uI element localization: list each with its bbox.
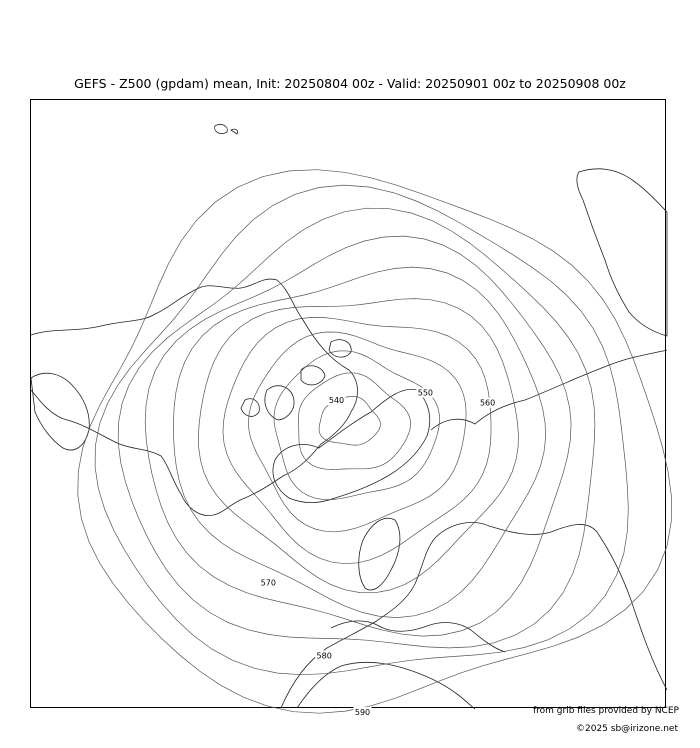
contour-label-580: 580: [316, 651, 332, 661]
coastline-eurasia: [281, 522, 667, 708]
coastline-alaska: [31, 373, 89, 450]
contour-555: [248, 332, 466, 532]
contour-590: [78, 170, 672, 714]
coastline-islands-north-pacific: [215, 124, 238, 134]
contour-label-590: 590: [354, 707, 371, 717]
contour-565: [198, 299, 518, 593]
contour-label-540: 540: [328, 396, 345, 406]
contour-570: [174, 267, 546, 617]
contour-575: [145, 236, 571, 636]
contour-585: [95, 185, 628, 675]
contour-label-550: 550: [417, 388, 434, 398]
contour-580: [118, 208, 595, 648]
coastline-east-asia: [577, 169, 667, 336]
copyright-credit: ©2025 sb@irizone.net: [576, 724, 678, 734]
coastline-siberia: [431, 350, 667, 430]
coastline-mediterranean: [331, 621, 505, 652]
coastline-africa: [297, 662, 475, 709]
contour-labels: [259, 388, 496, 717]
coastline-north-america: [31, 279, 358, 516]
map-title: GEFS - Z500 (gpdam) mean, Init: 20250804 00z - Valid: 20250901 00z to 20250908 00z: [74, 76, 626, 91]
coastline-scandinavia: [359, 518, 400, 590]
contour-lines: [78, 170, 672, 714]
coastlines: [31, 124, 667, 709]
contour-545: [299, 373, 411, 470]
coastline-greenland: [273, 389, 430, 502]
source-credit: from grib files provided by NCEP: [533, 706, 679, 716]
contour-label-570: 570: [260, 578, 276, 588]
contour-label-560: 560: [479, 398, 496, 408]
